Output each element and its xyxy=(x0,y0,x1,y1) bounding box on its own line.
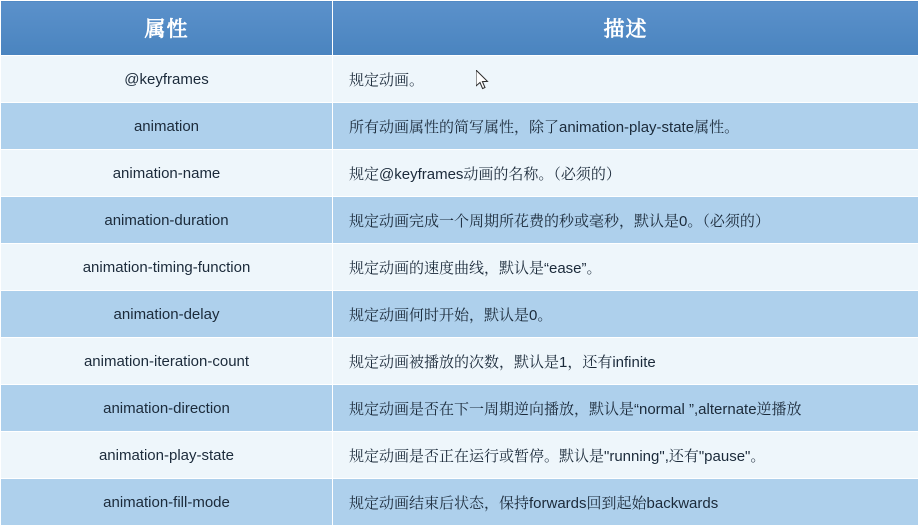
table-row xyxy=(1,291,919,338)
property-name-cell: animation-timing-function xyxy=(1,244,333,291)
table-row xyxy=(1,56,919,103)
property-name-cell: animation-direction xyxy=(1,385,333,432)
table-row xyxy=(1,150,919,197)
property-description-cell: 规定动画何时开始，默认是0。 xyxy=(333,291,919,338)
property-description-cell: 规定动画被播放的次数，默认是1，还有infinite xyxy=(333,338,919,385)
property-name-cell: animation-play-state xyxy=(1,432,333,479)
property-name-cell: animation-duration xyxy=(1,197,333,244)
property-name-cell: animation-fill-mode xyxy=(1,479,333,526)
property-description-cell: 规定动画结束后状态，保持forwards回到起始backwards xyxy=(333,479,919,526)
table-header xyxy=(1,1,919,56)
table-row xyxy=(1,197,919,244)
property-name-cell: animation-iteration-count xyxy=(1,338,333,385)
column-header-description: 描述 xyxy=(333,1,919,56)
property-description-cell: 规定动画是否在下一周期逆向播放，默认是“normal ”,alternate逆播放 xyxy=(333,385,919,432)
table-body xyxy=(1,56,919,526)
property-name-cell: @keyframes xyxy=(1,56,333,103)
property-name-cell: animation xyxy=(1,103,333,150)
property-description-cell: 规定@keyframes动画的名称。（必须的） xyxy=(333,150,919,197)
table-row xyxy=(1,244,919,291)
header-row xyxy=(1,1,919,56)
table-row xyxy=(1,385,919,432)
property-name-cell: animation-delay xyxy=(1,291,333,338)
property-description-cell: 规定动画。 xyxy=(333,56,919,103)
column-header-property: 属性 xyxy=(1,1,333,56)
property-description-cell: 所有动画属性的简写属性，除了animation-play-state属性。 xyxy=(333,103,919,150)
property-description-cell: 规定动画的速度曲线，默认是“ease”。 xyxy=(333,244,919,291)
property-name-cell: animation-name xyxy=(1,150,333,197)
table-row xyxy=(1,432,919,479)
property-description-cell: 规定动画完成一个周期所花费的秒或毫秒，默认是0。（必须的） xyxy=(333,197,919,244)
table-row xyxy=(1,103,919,150)
table-row xyxy=(1,338,919,385)
property-description-cell: 规定动画是否正在运行或暂停。默认是"running",还有"pause"。 xyxy=(333,432,919,479)
table-row xyxy=(1,479,919,526)
